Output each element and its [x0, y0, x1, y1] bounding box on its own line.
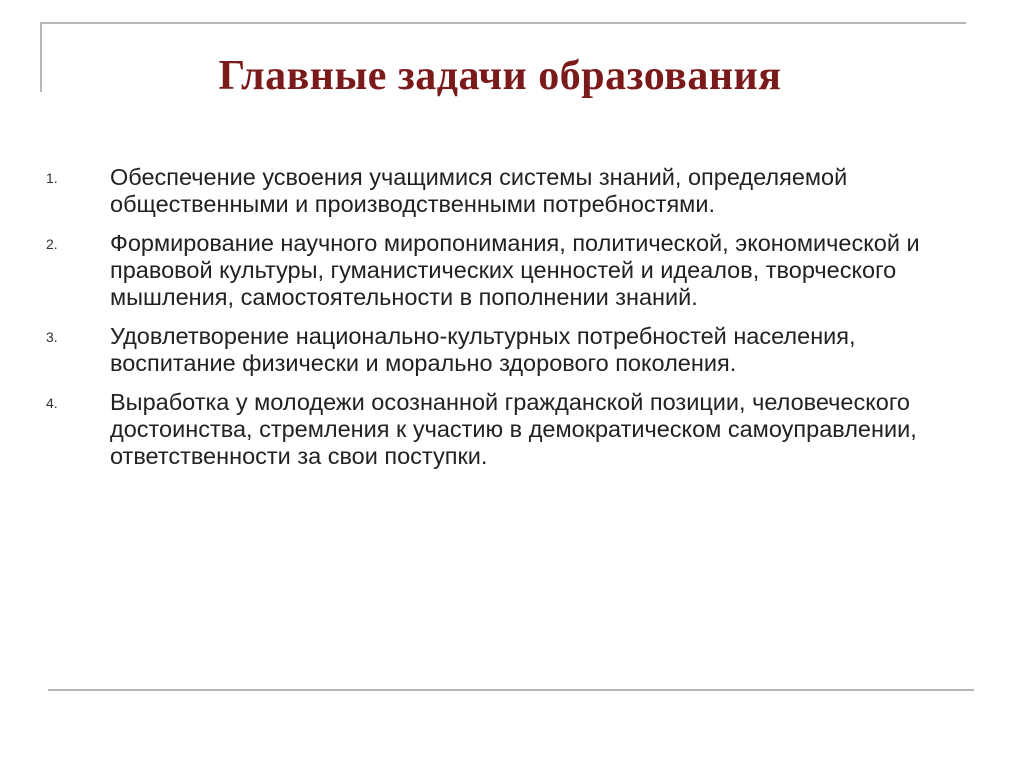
list-item-text: Формирование научного миропонимания, политической, экономической и правовой культуры, гуманистических ценностей и идеалов, творческого мышления, самостоятельности в пополнении знаний.: [110, 230, 920, 310]
slide-title: Главные задачи образования: [218, 53, 782, 99]
tasks-list: [0, 164, 1024, 482]
list-item: [0, 230, 1024, 311]
list-item-number: 1.: [46, 170, 58, 186]
list-item: [0, 389, 1024, 470]
list-item-number: 4.: [46, 395, 58, 411]
list-item-text: Выработка у молодежи осознанной гражданской позиции, человеческого достоинства, стремления к участию в демократическом самоуправлении, ответственности за свои поступки.: [110, 389, 917, 469]
list-item-text: Удовлетворение национально-культурных потребностей населения, воспитание физически и морально здорового поколения.: [110, 323, 856, 376]
frame-bottom-line: [48, 689, 974, 691]
frame-top-line: [40, 22, 966, 24]
list-item: [0, 323, 1024, 377]
list-item-number: 2.: [46, 236, 58, 252]
list-item-number: 3.: [46, 329, 58, 345]
list-item-text: Обеспечение усвоения учащимися системы знаний, определяемой общественными и производственными потребностями.: [110, 164, 848, 217]
list-item: [0, 164, 1024, 218]
